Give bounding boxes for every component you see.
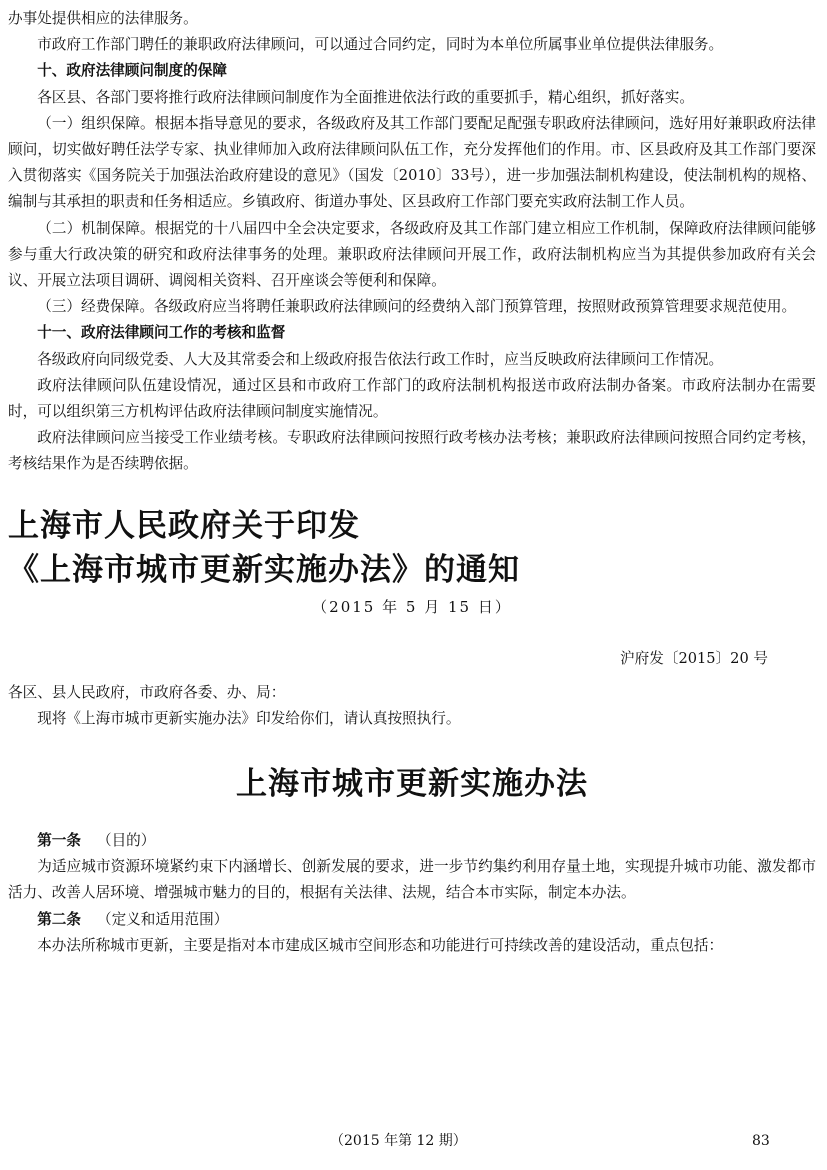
body-paragraph: 政府法律顾问队伍建设情况，通过区县和市政府工作部门的政府法制机构报送市政府法制办备案。市政府法制办在需要时，可以组织第三方机构评估政府法律顾问制度实施情况。 [8, 376, 816, 421]
article-heading [8, 828, 816, 854]
article-note: （目的） [96, 832, 156, 850]
body-paragraph: 各级政府向同级党委、人大及其常委会和上级政府报告依法行政工作时，应当反映政府法律顾问工作情况。 [37, 350, 724, 368]
section-heading: 十、政府法律顾问制度的保障 [37, 62, 227, 80]
section-heading: 十一、政府法律顾问工作的考核和监督 [37, 324, 286, 342]
notice-addressee: 各区、县人民政府，市政府各委、办、局： [8, 683, 286, 701]
document-number: 沪府发〔2015〕20 号 [620, 649, 768, 667]
page-number: 83 [752, 1133, 770, 1149]
notice-body: 现将《上海市城市更新实施办法》印发给你们，请认真按照执行。 [37, 709, 461, 727]
body-paragraph: （三）经费保障。各级政府应当将聘任兼职政府法律顾问的经费纳入部门预算管理，按照财政预算管理要求规范使用。 [37, 298, 797, 316]
article-label: 第一条 [37, 832, 81, 850]
article-note: （定义和适用范围） [96, 910, 229, 928]
body-paragraph: 各区县、各部门要将推行政府法律顾问制度作为全面推进依法行政的重要抓手，精心组织，抓好落实。 [37, 88, 694, 106]
page-content [8, 6, 816, 959]
body-paragraph: （二）机制保障。根据党的十八届四中全会决定要求，各级政府及其工作部门建立相应工作机制，保障政府法律顾问能够参与重大行政决策的研究和政府法律事务的处理。兼职政府法律顾问开展工作，政府法制机构应当为其提供参加政府有关会议、开展立法项目调研、调阅相关资料、召开座谈会等便利和保障。 [8, 219, 816, 290]
notice-title-line1: 上海市人民政府关于印发 [8, 507, 360, 544]
continued-paragraph: 市政府工作部门聘任的兼职政府法律顾问，可以通过合同约定，同时为本单位所属事业单位提供法律服务。 [37, 36, 724, 54]
body-paragraph: （一）组织保障。根据本指导意见的要求，各级政府及其工作部门要配足配强专职政府法律顾问，选好用好兼职政府法律顾问，切实做好聘任法学专家、执业律师加入政府法律顾问队伍工作，充分发挥他们的作用。市、区县政府及其工作部门要深入贯彻落实《国务院关于加强法治政府建设的意见》（国发〔2010〕33号），进一步加强法制机构建设，使法制机构的规格、编制与其承担的职责和任务相适应。乡镇政府、街道办事处、区县政府工作部门要充实政府法制工作人员。 [8, 114, 816, 211]
issue-label: （2015 年第 12 期） [330, 1133, 467, 1149]
page-footer [0, 1128, 827, 1154]
notice-date: （2015 年 5 月 15 日） [312, 597, 512, 616]
law-title: 上海市城市更新实施办法 [236, 766, 588, 803]
article-heading [8, 907, 816, 933]
article-text: 为适应城市资源环境紧约束下内涵增长、创新发展的要求，进一步节约集约利用存量土地，实现提升城市功能、激发都市活力、改善人居环境、增强城市魅力的目的，根据有关法律、法规，结合本市实际，制定本办法。 [8, 858, 816, 902]
notice-title-block [8, 504, 816, 620]
body-paragraph: 政府法律顾问应当接受工作业绩考核。专职政府法律顾问按照行政考核办法考核；兼职政府法律顾问按照合同约定考核，考核结果作为是否续聘依据。 [8, 429, 816, 473]
continued-paragraph: 办事处提供相应的法律服务。 [8, 10, 198, 27]
notice-title-line2: 《上海市城市更新实施办法》的通知 [8, 551, 520, 588]
article-label: 第二条 [37, 910, 81, 928]
article-text: 本办法所称城市更新，主要是指对本市建成区城市空间形态和功能进行可持续改善的建设活动，重点包括： [37, 936, 724, 954]
